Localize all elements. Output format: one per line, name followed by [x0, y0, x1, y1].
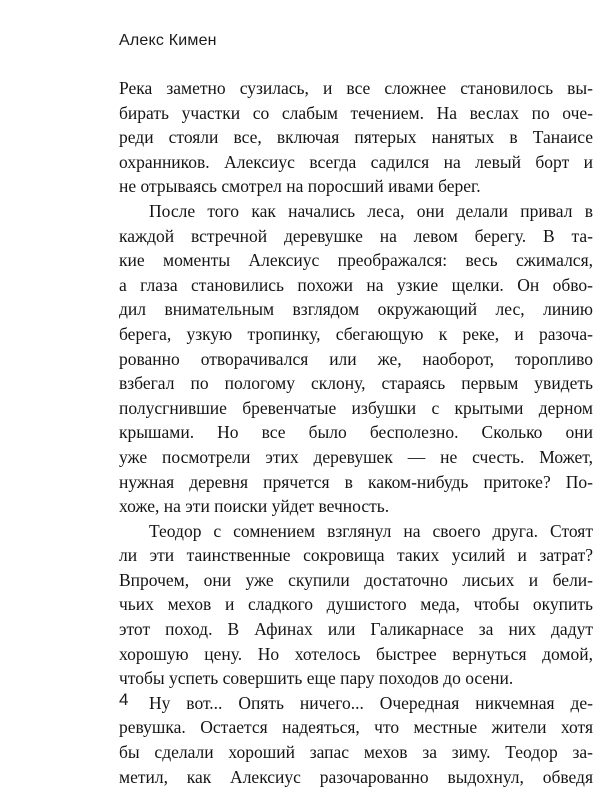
paragraph-4	[119, 691, 593, 789]
body-text	[119, 76, 593, 789]
text-line: уже посмотрели этих деревушек — не счесть. Может,	[119, 446, 593, 467]
text-line: крышами. Но все было бесполезно. Сколько они	[119, 422, 593, 443]
text-line: чьих мехов и сладкого душистого меда, чтобы окупить	[119, 594, 593, 615]
paragraph-3	[119, 519, 593, 691]
text-line: ревушка. Остается надеяться, что местные жители хотя	[119, 717, 593, 738]
text-line: не отрываясь смотрел на поросший ивами берег.	[119, 176, 481, 197]
text-line: этот поход. В Афинах или Галикарнасе за них дадут	[119, 619, 593, 640]
text-line: После того как начались леса, они делали привал в	[149, 200, 593, 221]
text-line: чтобы успеть совершить еще пару походов до осени.	[119, 668, 514, 689]
text-line: Ну вот... Опять ничего... Очередная никчемная де-	[149, 692, 593, 713]
text-line: рованно отворачивался или же, наоборот, торопливо	[119, 348, 593, 369]
text-line: метил, как Алексиус разочарованно выдохнул, обведя	[119, 766, 593, 787]
text-line: нужная деревня прячется в каком-нибудь притоке? По-	[119, 471, 593, 492]
text-line: полусгнившие бревенчатые избушки с крытыми дерном	[119, 397, 593, 418]
paragraph-2	[119, 199, 593, 519]
text-line: ли эти таинственные сокровища таких усилий и затрат?	[119, 545, 593, 566]
text-line: хорошую цену. Но хотелось быстрее вернуться домой,	[119, 643, 593, 664]
text-line: берега, узкую тропинку, сбегающую к реке, и разоча-	[119, 323, 593, 344]
text-line: Теодор с сомнением взглянул на своего друга. Стоят	[149, 520, 593, 541]
text-line: бы сделали хороший запас мехов за зиму. Теодор за-	[119, 742, 593, 763]
text-line: бирать участки со слабым течением. На веслах по оче-	[119, 102, 593, 123]
text-line: кие моменты Алексиус преображался: весь сжимался,	[119, 250, 593, 271]
text-line: Впрочем, они уже скупили достаточно лисьих и бели-	[119, 569, 593, 590]
text-line: каждой встречной деревушке на левом берегу. В та-	[119, 225, 593, 246]
text-line: взбегал по пологому склону, стараясь первым увидеть	[119, 373, 593, 394]
text-line: охранников. Алексиус всегда садился на левый борт и	[119, 151, 593, 172]
running-head-author: Алекс Кимен	[119, 32, 217, 49]
text-line: реди стояли все, включая пятерых нанятых в Танаисе	[119, 127, 593, 148]
paragraph-1	[119, 76, 593, 199]
text-line: а глаза становились похожи на узкие щелки. Он обво-	[119, 274, 593, 295]
text-line: хоже, на эти поиски уйдет вечность.	[119, 496, 390, 517]
page-number: 4	[119, 690, 129, 709]
text-line: Река заметно сузилась, и все сложнее становилось вы-	[119, 78, 593, 98]
text-line: дил внимательным взглядом окружающий лес, линию	[119, 299, 593, 320]
